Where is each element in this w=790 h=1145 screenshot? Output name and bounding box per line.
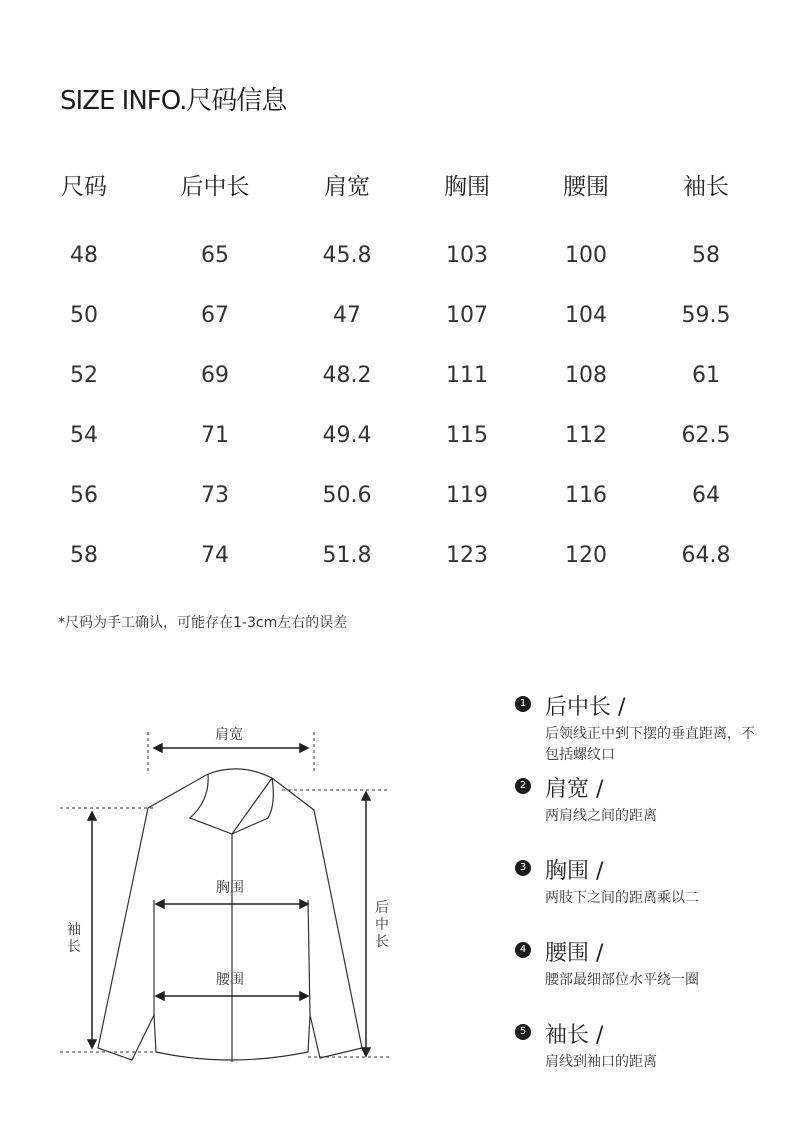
table-row [0,543,790,603]
cell-back-length: 74 [201,543,229,568]
cell-waist: 112 [565,423,607,448]
cell-chest: 103 [446,243,488,268]
table-row [0,423,790,483]
cell-back-length: 69 [201,363,229,388]
cell-chest: 123 [446,543,488,568]
legend-name: 腰围 / [545,941,604,966]
waist-label: 腰围 [216,972,244,988]
header-shoulder: 肩宽 [324,174,370,200]
header-sleeve: 袖长 [683,174,729,200]
number-badge: 3 [515,860,531,876]
back-length-label: 后中长 [375,900,389,950]
legend-desc: 腰部最细部位水平绕一圈 [545,972,699,988]
cell-size: 52 [70,363,98,388]
legend-desc: 肩线到袖口的距离 [545,1054,657,1070]
cell-waist: 116 [565,483,607,508]
measurement-legend [515,690,775,1100]
header-waist: 腰围 [563,174,609,200]
page-title: SIZE INFO.尺码信息 [60,86,287,116]
cell-back-length: 65 [201,243,229,268]
cell-sleeve: 58 [692,243,720,268]
table-row [0,363,790,423]
cell-size: 58 [70,543,98,568]
size-table [0,168,790,588]
number-badge: 5 [515,1024,531,1040]
cell-chest: 115 [446,423,488,448]
chest-label: 胸围 [216,880,244,896]
cell-back-length: 71 [201,423,229,448]
legend-name: 后中长 / [545,695,626,720]
cell-sleeve: 64.8 [681,543,731,568]
cell-back-length: 67 [201,303,229,328]
cell-sleeve: 59.5 [681,303,731,328]
header-chest: 胸围 [444,174,490,200]
cell-back-length: 73 [201,483,229,508]
table-header-row [0,168,790,228]
cell-waist: 100 [565,243,607,268]
cell-size: 56 [70,483,98,508]
cell-chest: 111 [446,363,488,388]
cell-size: 54 [70,423,98,448]
cell-shoulder: 50.6 [322,483,372,508]
legend-item-sleeve [515,1018,775,1100]
legend-desc: 后领线正中到下摆的垂直距离，不包括螺纹口 [545,726,755,763]
number-badge: 2 [515,778,531,794]
cell-shoulder: 48.2 [322,363,372,388]
cell-size: 48 [70,243,98,268]
number-badge: 4 [515,942,531,958]
legend-item-waist [515,936,775,1018]
table-row [0,243,790,303]
cell-sleeve: 62.5 [681,423,731,448]
legend-item-chest [515,854,775,936]
measurement-note: *尺码为手工确认，可能存在1-3cm左右的误差 [58,615,348,631]
legend-item-shoulder [515,772,775,854]
legend-name: 胸围 / [545,859,604,884]
garment-diagram [50,700,410,1080]
cell-sleeve: 64 [692,483,720,508]
legend-name: 袖长 / [545,1023,604,1048]
table-row [0,303,790,363]
cell-sleeve: 61 [692,363,720,388]
header-size: 尺码 [61,174,107,200]
cell-shoulder: 45.8 [322,243,372,268]
cell-waist: 104 [565,303,607,328]
sleeve-label: 袖长 [67,922,81,955]
legend-name: 肩宽 / [545,777,604,802]
legend-item-back-length [515,690,775,772]
header-back-length: 后中长 [180,174,250,200]
cell-chest: 107 [446,303,488,328]
cell-shoulder: 51.8 [322,543,372,568]
cell-shoulder: 47 [333,303,361,328]
legend-desc: 两肢下之间的距离乘以二 [545,890,699,906]
table-row [0,483,790,543]
cell-shoulder: 49.4 [322,423,372,448]
cell-waist: 108 [565,363,607,388]
shoulder-label: 肩宽 [215,727,243,743]
cell-waist: 120 [565,543,607,568]
legend-desc: 两肩线之间的距离 [545,808,657,824]
cell-size: 50 [70,303,98,328]
cell-chest: 119 [446,483,488,508]
number-badge: 1 [515,696,531,712]
